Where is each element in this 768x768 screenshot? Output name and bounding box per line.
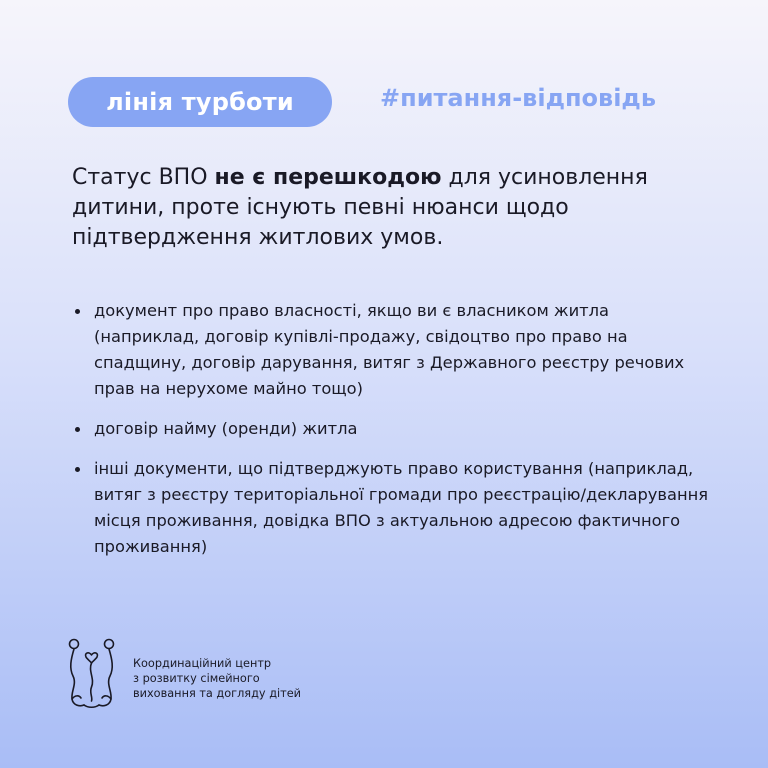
document-list <box>73 298 713 574</box>
hashtag-label: #питання-відповідь <box>380 84 656 112</box>
tag-pill-care-line <box>68 77 332 127</box>
organization-name-line: Координаційний центр <box>133 657 272 670</box>
organization-name-line: виховання та догляду дітей <box>133 687 302 700</box>
lead-bold-phrase: не є перешкодою <box>214 165 442 190</box>
list-item <box>73 456 713 560</box>
lead-text-start: Статус ВПО <box>72 165 215 190</box>
list-item <box>73 416 713 442</box>
organization-name <box>133 656 393 701</box>
bullet-icon <box>75 309 80 314</box>
lead-text-end: для усиновлення дитини, проте існують певні нюанси щодо підтвердження житлових умов. <box>72 165 648 250</box>
list-item-text: документ про право власності, якщо ви є власником житла (наприклад, договір купівлі-продажу, свідоцтво про право на спадщину, договір дарування, витяг з Державного реєстру речових прав на нерухоме майно тощо) <box>94 301 685 398</box>
list-item-text: договір найму (оренди) житла <box>94 419 358 438</box>
lead-paragraph <box>72 163 712 253</box>
bullet-icon <box>75 467 80 472</box>
list-item-text: інші документи, що підтверджують право користування (наприклад, витяг з реєстру територіальної громади про реєстрацію/декларування місця проживання, довідка ВПО з актуальною адресою фактичного проживання) <box>94 459 709 556</box>
list-item <box>73 298 713 402</box>
tag-pill-label: лінія турботи <box>106 88 294 116</box>
family-logo-icon <box>62 635 122 710</box>
organization-name-line: з розвитку сімейного <box>133 672 260 685</box>
bullet-icon <box>75 427 80 432</box>
